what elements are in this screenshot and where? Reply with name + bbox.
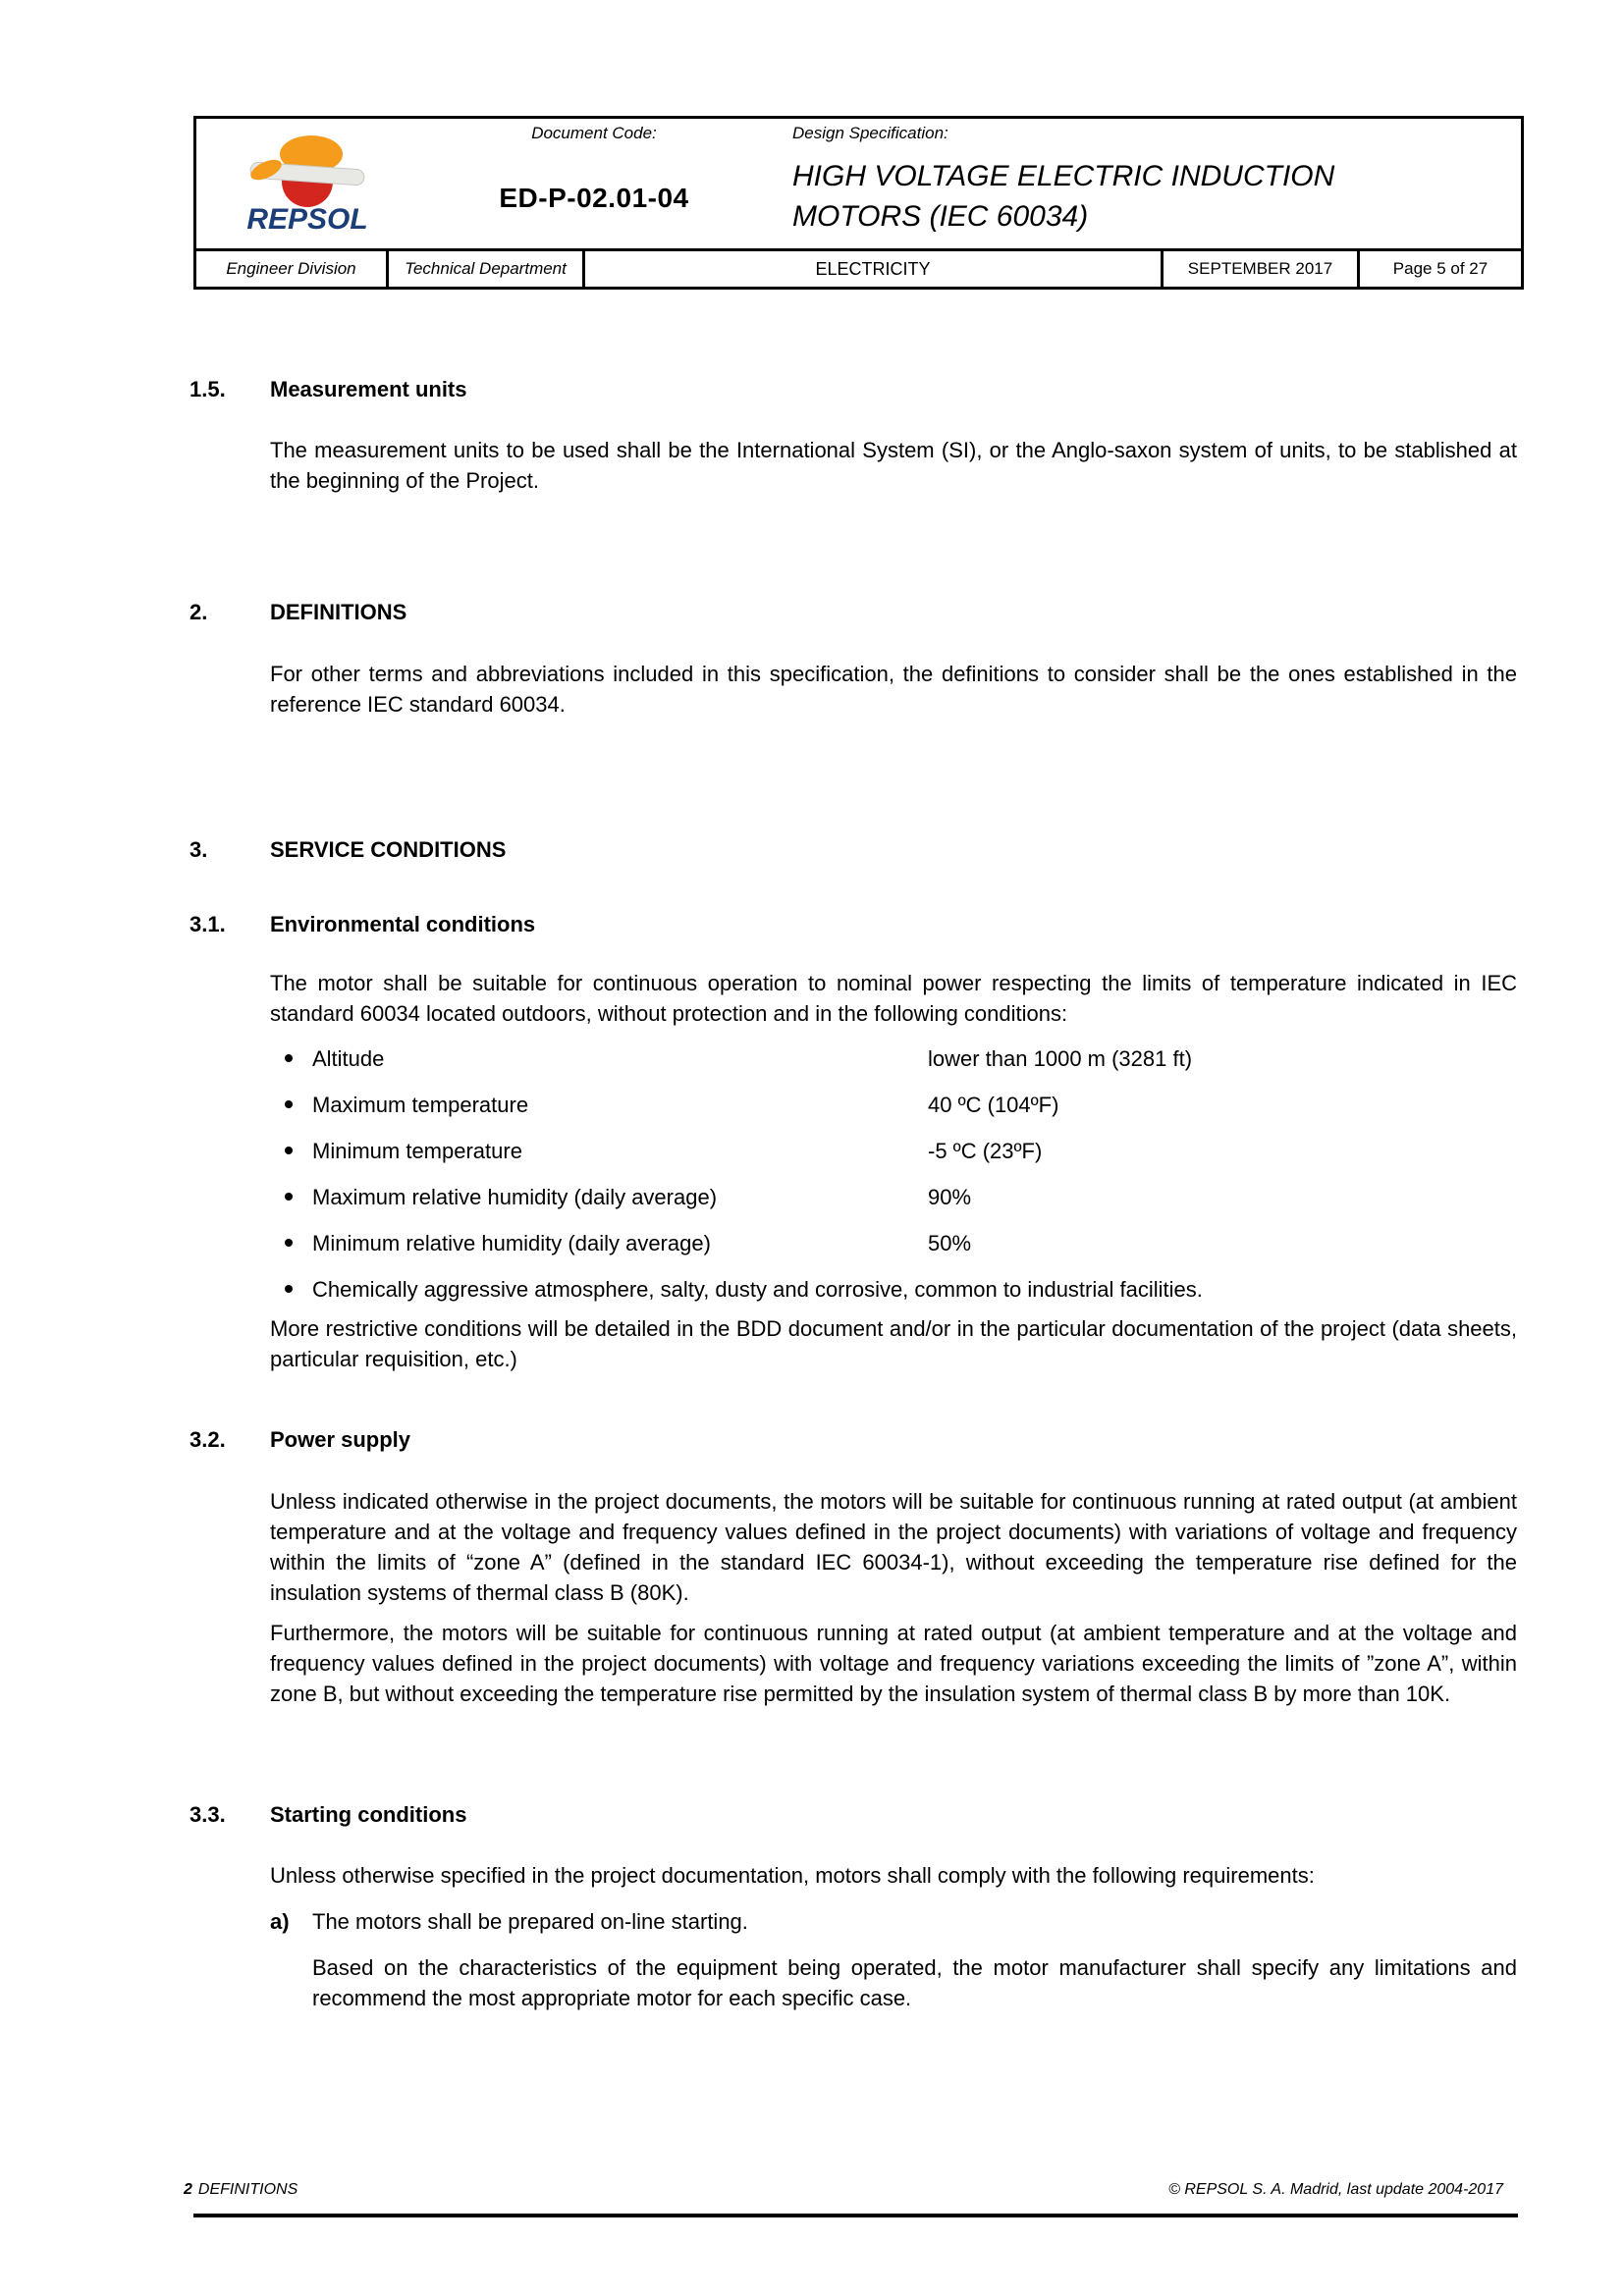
bullet-icon	[285, 1054, 293, 1062]
document-title-line2: MOTORS (IEC 60034)	[792, 200, 1089, 233]
footer-section-number: 2	[184, 2181, 192, 2198]
section-heading-3-2	[189, 1426, 410, 1454]
section-heading-3	[189, 836, 506, 864]
header-top-row	[196, 119, 1521, 248]
document-title	[792, 156, 1509, 237]
technical-department-cell: Technical Department	[389, 251, 585, 287]
paragraph-based-on: Based on the characteristics of the equipment being operated, the motor manufacturer shall specify any limitations and recommend the most appropriate motor for each specific case.	[312, 1955, 1517, 2010]
bullet-icon	[285, 1239, 293, 1247]
bullet-value: 40 ºC (104ºF)	[928, 1093, 1059, 1117]
paragraph-environmental-conditions: The motor shall be suitable for continuous operation to nominal power respecting the limits of temperature indicated in IEC standard 60034 located outdoors, without protection and in the following conditions:	[270, 971, 1517, 1026]
paragraph-more-restrictive: More restrictive conditions will be detailed in the BDD document and/or in the particular documentation of the project (data sheets, particular requisition, etc.)	[270, 1316, 1517, 1371]
paragraph-definitions: For other terms and abbreviations included in this specification, the definitions to consider shall be the ones established in the reference IEC standard 60034.	[270, 662, 1517, 717]
bullet-item	[285, 1090, 1518, 1120]
list-item-a-text: The motors shall be prepared on-line starting.	[312, 1909, 748, 1934]
bullet-value: lower than 1000 m (3281 ft)	[928, 1046, 1193, 1071]
footer-section-reference	[184, 2181, 298, 2199]
design-spec-cell	[771, 119, 1521, 248]
bullet-label: Altitude	[312, 1046, 385, 1071]
footer-section-title: DEFINITIONS	[197, 2181, 298, 2198]
bullet-item	[285, 1136, 1518, 1166]
document-code-cell	[417, 119, 771, 248]
bullet-label: Maximum temperature	[312, 1093, 529, 1117]
bullet-label: Minimum temperature	[312, 1139, 522, 1163]
repsol-logo	[196, 119, 417, 248]
document-code-label: Document Code:	[531, 124, 657, 142]
environment-bullet-list	[285, 1043, 1518, 1320]
bullet-item	[285, 1043, 1518, 1074]
bullet-icon	[285, 1193, 293, 1201]
footer-rule	[193, 2214, 1518, 2217]
section-heading-2	[189, 599, 406, 626]
bullet-value: 50%	[928, 1231, 972, 1255]
bullet-label: Chemically aggressive atmosphere, salty, dusty and corrosive, common to industrial facilities.	[312, 1277, 1203, 1302]
paragraph-power-supply-1: Unless indicated otherwise in the project documents, the motors will be suitable for continuous running at rated output (at ambient temperature and at the voltage and frequency values defined in the project documents) with variations of voltage and frequency within the limits of “zone A” (defined in the standard IEC 60034-1), without exceeding the temperature rise defined for the insulation systems of thermal class B (80K).	[270, 1489, 1517, 1605]
discipline-cell: ELECTRICITY	[585, 251, 1164, 287]
section-number: 3.	[189, 837, 208, 862]
date-cell: SEPTEMBER 2017	[1164, 251, 1360, 287]
section-heading-3-3	[189, 1801, 466, 1829]
section-title: Starting conditions	[270, 1802, 467, 1827]
section-title: Power supply	[270, 1427, 411, 1452]
document-code-value: ED-P-02.01-04	[499, 183, 689, 213]
bullet-item	[285, 1274, 1518, 1305]
paragraph-measurement-units: The measurement units to be used shall be the International System (SI), or the Anglo-saxon system of units, to be stablished at the beginning of the Project.	[270, 438, 1517, 493]
bullet-icon	[285, 1285, 293, 1293]
section-number: 2.	[189, 600, 208, 624]
repsol-wordmark: REPSOL	[245, 203, 368, 236]
header-bottom-row	[196, 248, 1521, 287]
bullet-icon	[285, 1100, 293, 1108]
section-heading-1-5	[189, 376, 467, 403]
design-spec-label: Design Specification:	[792, 124, 948, 142]
document-title-line1: HIGH VOLTAGE ELECTRIC INDUCTION	[792, 160, 1335, 192]
bullet-label: Maximum relative humidity (daily average)	[312, 1185, 718, 1209]
section-title: DEFINITIONS	[270, 600, 407, 624]
list-item-a	[270, 1906, 748, 1937]
section-number: 3.2.	[189, 1427, 226, 1452]
bullet-item	[285, 1228, 1518, 1258]
bullet-icon	[285, 1147, 293, 1154]
engineer-division-cell: Engineer Division	[196, 251, 389, 287]
section-title: Environmental conditions	[270, 912, 536, 936]
bullet-value: -5 ºC (23ºF)	[928, 1139, 1043, 1163]
paragraph-starting-conditions: Unless otherwise specified in the project documentation, motors shall comply with the following requirements:	[270, 1863, 1315, 1888]
section-number: 1.5.	[189, 377, 226, 401]
section-title: Measurement units	[270, 377, 467, 401]
list-item-a-marker: a)	[270, 1909, 290, 1934]
bullet-value: 90%	[928, 1185, 972, 1209]
repsol-logo-icon	[229, 131, 386, 237]
bullet-label: Minimum relative humidity (daily average)	[312, 1231, 711, 1255]
section-number: 3.3.	[189, 1802, 226, 1827]
section-number: 3.1.	[189, 912, 226, 936]
section-title: SERVICE CONDITIONS	[270, 837, 507, 862]
bullet-item	[285, 1182, 1518, 1212]
paragraph-power-supply-2: Furthermore, the motors will be suitable for continuous running at rated output (at ambient temperature and at the voltage and frequency values defined in the project documents) with voltage and frequency variations exceeding the limits of ”zone A”, within zone B, but without exceeding the temperature rise permitted by the insulation system of thermal class B by more than 10K.	[270, 1621, 1517, 1706]
page-number-cell: Page 5 of 27	[1392, 259, 1489, 278]
section-heading-3-1	[189, 911, 535, 938]
header-table	[193, 116, 1524, 290]
footer-copyright: © REPSOL S. A. Madrid, last update 2004-2017	[1168, 2181, 1503, 2198]
